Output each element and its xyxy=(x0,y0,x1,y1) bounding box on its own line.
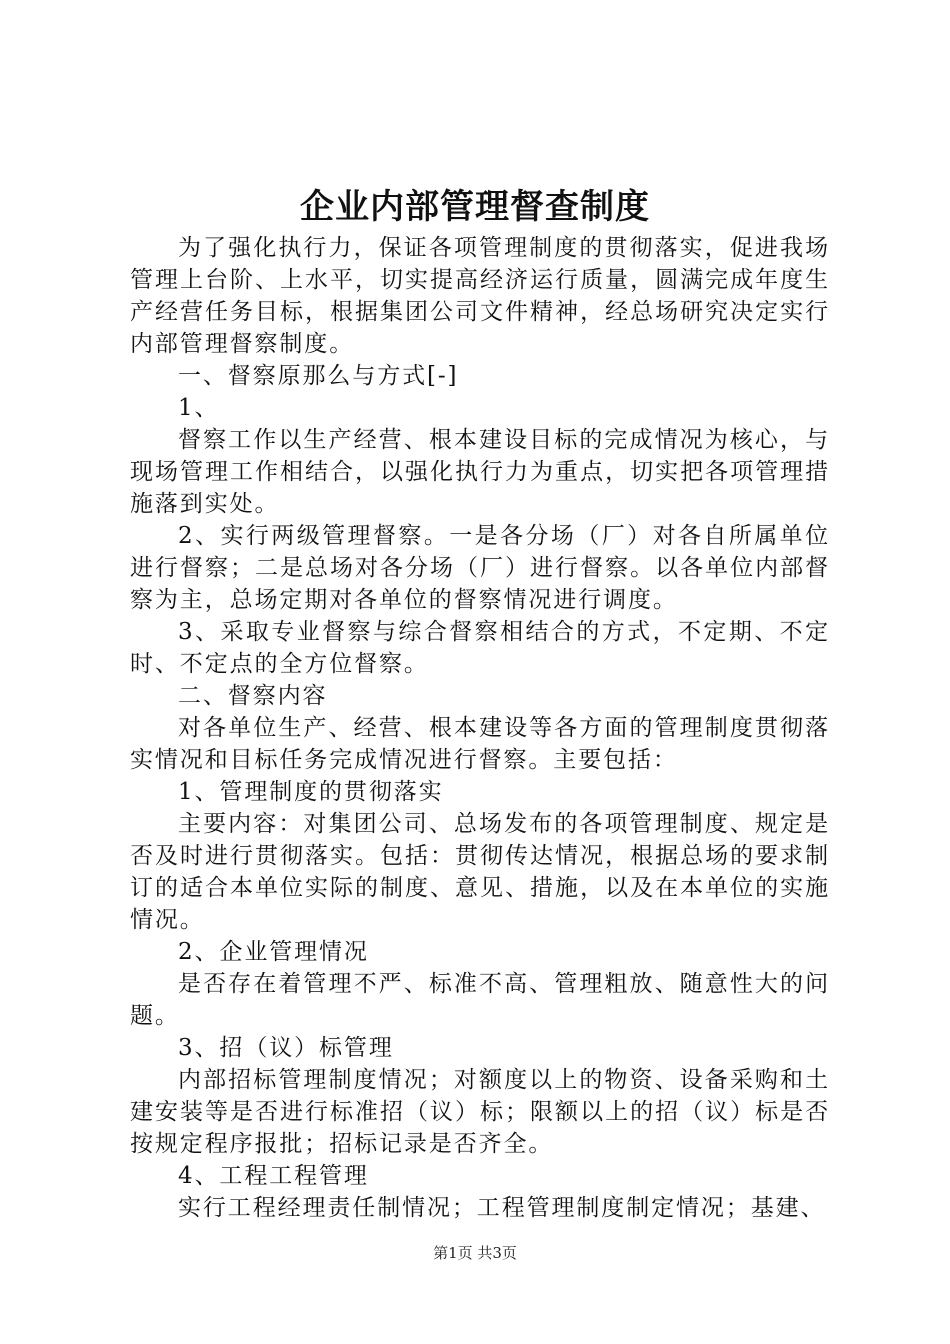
document-title: 企业内部管理督查制度 xyxy=(300,187,650,227)
paragraph-project: 实行工程经理责任制情况；工程管理制度制定情况；基建、 xyxy=(178,1195,826,1221)
list-number-1: 1、 xyxy=(178,395,220,421)
paragraph-principle-2: 2、实行两级管理督察。一是各分场（厂）对各自所属单位进行督察；二是总场对各分场（厂）进行督察。以各单位内部督察为主，总场定期对各单位的督察情况进行调度。 xyxy=(130,523,830,613)
paragraph-content-intro: 对各单位生产、经营、根本建设等各方面的管理制度贯彻落实情况和目标任务完成情况进行督察。主要包括： xyxy=(130,715,830,773)
section-heading-content: 二、督察内容 xyxy=(178,683,328,709)
subheading-project: 4、工程工程管理 xyxy=(178,1163,369,1189)
paragraph-bidding: 内部招标管理制度情况；对额度以上的物资、设备采购和土建安装等是否进行标准招（议）标；限额以上的招（议）标是否按规定程序报批；招标记录是否齐全。 xyxy=(130,1067,830,1157)
page-footer: 第1页 共3页 xyxy=(433,1244,517,1262)
subheading-management: 2、企业管理情况 xyxy=(178,939,369,965)
paragraph-regulation: 主要内容：对集团公司、总场发布的各项管理制度、规定是否及时进行贯彻落实。包括：贯彻传达情况，根据总场的要求制订的适合本单位实际的制度、意见、措施，以及在本单位的实施情况。 xyxy=(130,811,830,933)
paragraph-principle-3: 3、采取专业督察与综合督察相结合的方式，不定期、不定时、不定点的全方位督察。 xyxy=(130,619,830,677)
subheading-regulation: 1、管理制度的贯彻落实 xyxy=(178,779,444,805)
section-heading-principles: 一、督察原那么与方式[-] xyxy=(178,363,459,389)
document-body xyxy=(130,232,830,1224)
subheading-bidding: 3、招（议）标管理 xyxy=(178,1035,394,1061)
paragraph-intro: 为了强化执行力，保证各项管理制度的贯彻落实，促进我场管理上台阶、上水平，切实提高经济运行质量，圆满完成年度生产经营任务目标，根据集团公司文件精神，经总场研究决定实行内部管理督察制度。 xyxy=(130,235,830,357)
paragraph-management: 是否存在着管理不严、标准不高、管理粗放、随意性大的问题。 xyxy=(130,971,830,1029)
paragraph-principle-1: 督察工作以生产经营、根本建设目标的完成情况为核心，与现场管理工作相结合，以强化执行力为重点，切实把各项管理措施落到实处。 xyxy=(130,427,830,517)
